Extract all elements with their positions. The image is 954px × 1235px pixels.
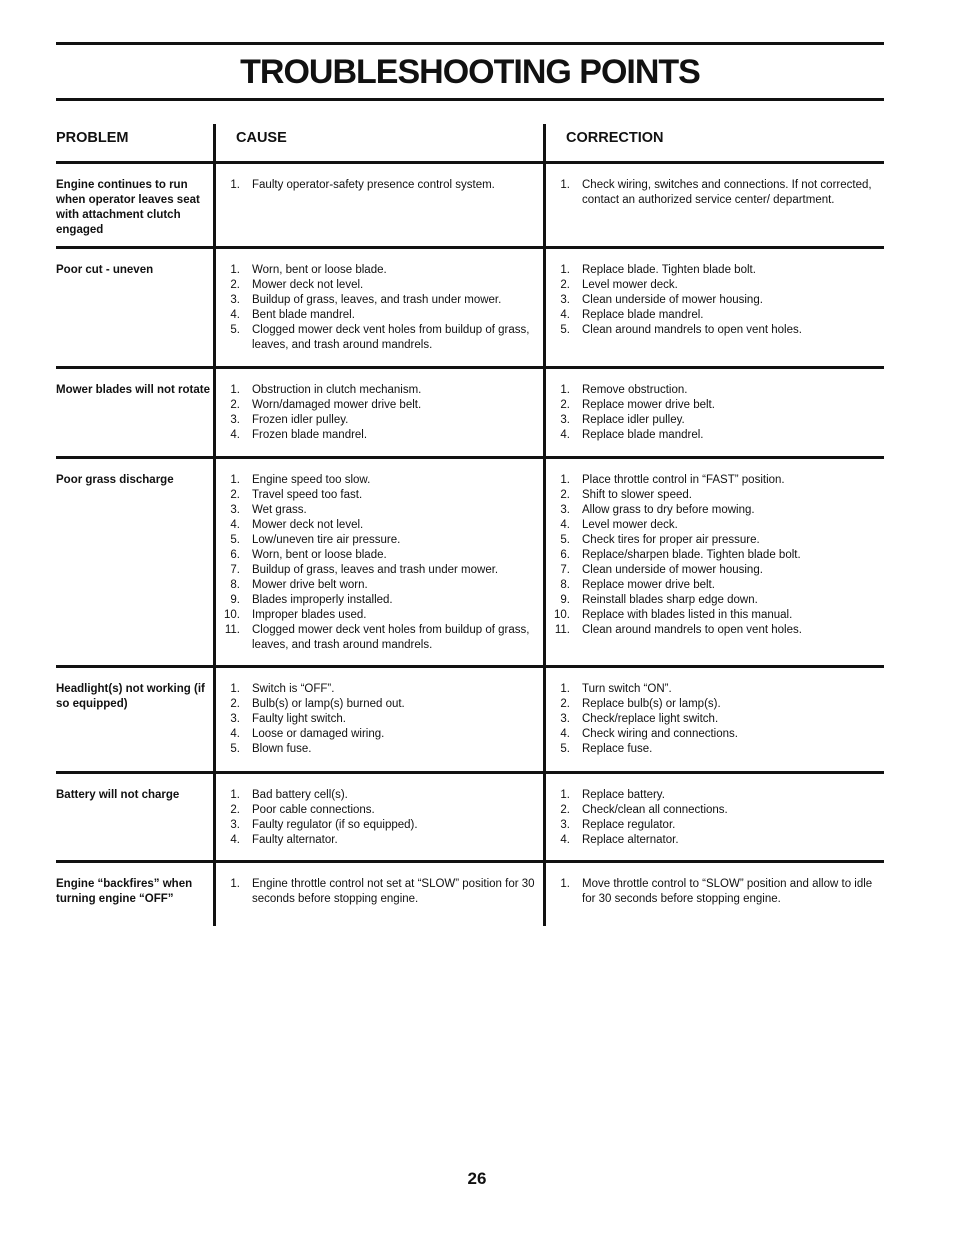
item-number: 4.: [560, 309, 570, 321]
item-text: Faulty regulator (if so equipped).: [252, 819, 418, 831]
correction-item: [550, 323, 880, 338]
item-text: Faulty operator-safety presence control system.: [252, 179, 495, 191]
problem-text: Poor grass discharge: [56, 474, 174, 486]
row-divider: [56, 161, 884, 164]
item-number: 8.: [230, 579, 240, 591]
cause-item: [220, 682, 536, 697]
header-cause: CAUSE: [236, 130, 287, 146]
item-number: 3.: [560, 414, 570, 426]
item-number: 2.: [230, 279, 240, 291]
row-divider: [56, 665, 884, 668]
column-divider-cause-correction: [543, 124, 546, 926]
cause-list: [220, 178, 536, 193]
item-text: Clean around mandrels to open vent holes.: [582, 324, 802, 336]
item-number: 5.: [560, 324, 570, 336]
item-number: 5.: [560, 534, 570, 546]
cause-item: [220, 877, 536, 907]
item-text: Replace blade mandrel.: [582, 429, 704, 441]
item-number: 3.: [230, 414, 240, 426]
header-problem: PROBLEM: [56, 130, 129, 146]
item-text: Replace mower drive belt.: [582, 399, 715, 411]
item-text: Blown fuse.: [252, 743, 312, 755]
item-number: 4.: [230, 519, 240, 531]
correction-item: [550, 803, 880, 818]
item-text: Poor cable connections.: [252, 804, 375, 816]
item-number: 4.: [230, 834, 240, 846]
cause-item: [220, 563, 536, 578]
correction-item: [550, 548, 880, 563]
item-number: 11.: [224, 624, 240, 636]
item-number: 2.: [560, 279, 570, 291]
item-number: 6.: [560, 549, 570, 561]
header-correction: CORRECTION: [566, 130, 664, 146]
item-number: 1.: [560, 878, 570, 890]
cause-list: [220, 788, 536, 848]
cause-item: [220, 578, 536, 593]
item-number: 7.: [560, 564, 570, 576]
correction-list: [550, 263, 880, 338]
title-rule-top: [56, 42, 884, 45]
correction-list: [550, 788, 880, 848]
item-text: Worn, bent or loose blade.: [252, 549, 387, 561]
item-number: 4.: [560, 429, 570, 441]
item-text: Mower deck not level.: [252, 279, 364, 291]
cause-item: [220, 293, 536, 308]
cause-item: [220, 623, 536, 653]
item-number: 1.: [230, 683, 240, 695]
item-text: Check tires for proper air pressure.: [582, 534, 760, 546]
item-number: 2.: [230, 698, 240, 710]
correction-item: [550, 833, 880, 848]
correction-list: [550, 383, 880, 443]
item-number: 5.: [560, 743, 570, 755]
item-text: Shift to slower speed.: [582, 489, 692, 501]
correction-item: [550, 877, 880, 907]
item-text: Blades improperly installed.: [252, 594, 393, 606]
correction-item: [550, 278, 880, 293]
item-text: Low/uneven tire air pressure.: [252, 534, 401, 546]
item-text: Mower drive belt worn.: [252, 579, 368, 591]
correction-item: [550, 712, 880, 727]
item-number: 5.: [230, 743, 240, 755]
item-text: Check/clean all connections.: [582, 804, 728, 816]
cause-list: [220, 383, 536, 443]
item-text: Loose or damaged wiring.: [252, 728, 385, 740]
correction-item: [550, 308, 880, 323]
item-number: 4.: [560, 834, 570, 846]
item-number: 11.: [554, 624, 570, 636]
correction-item: [550, 563, 880, 578]
correction-item: [550, 533, 880, 548]
item-number: 5.: [230, 324, 240, 336]
item-text: Turn switch “ON”.: [582, 683, 672, 695]
item-number: 3.: [230, 819, 240, 831]
item-text: Buildup of grass, leaves and trash under mower.: [252, 564, 499, 576]
item-number: 2.: [230, 399, 240, 411]
item-text: Replace bulb(s) or lamp(s).: [582, 698, 721, 710]
correction-list: [550, 682, 880, 757]
item-text: Travel speed too fast.: [252, 489, 363, 501]
correction-item: [550, 293, 880, 308]
item-text: Switch is “OFF”.: [252, 683, 335, 695]
item-number: 1.: [230, 878, 240, 890]
correction-item: [550, 178, 880, 208]
item-text: Replace mower drive belt.: [582, 579, 715, 591]
item-number: 2.: [230, 804, 240, 816]
item-text: Engine speed too slow.: [252, 474, 371, 486]
item-text: Clogged mower deck vent holes from buildup of grass, leaves, and trash around mandrels.: [252, 324, 530, 351]
item-text: Clean around mandrels to open vent holes.: [582, 624, 802, 636]
page-number: 26: [467, 1169, 487, 1188]
correction-item: [550, 488, 880, 503]
row-divider: [56, 246, 884, 249]
item-number: 8.: [560, 579, 570, 591]
cause-item: [220, 278, 536, 293]
item-text: Clogged mower deck vent holes from buildup of grass, leaves, and trash around mandrels.: [252, 624, 530, 651]
item-number: 1.: [560, 384, 570, 396]
correction-item: [550, 473, 880, 488]
cause-list: [220, 473, 536, 653]
item-number: 4.: [230, 728, 240, 740]
item-number: 1.: [560, 474, 570, 486]
item-number: 6.: [230, 549, 240, 561]
item-text: Check wiring, switches and connections. If not corrected, contact an authorized service center/ department.: [582, 179, 872, 206]
item-text: Level mower deck.: [582, 279, 678, 291]
title-rule-bottom: [56, 98, 884, 101]
item-text: Bent blade mandrel.: [252, 309, 355, 321]
item-text: Level mower deck.: [582, 519, 678, 531]
correction-list: [550, 877, 880, 907]
problem-text: Engine continues to run when operator leaves seat with attachment clutch engaged: [56, 179, 200, 236]
item-text: Wet grass.: [252, 504, 307, 516]
item-number: 3.: [560, 504, 570, 516]
correction-item: [550, 727, 880, 742]
troubleshooting-table: [56, 124, 884, 926]
item-text: Faulty light switch.: [252, 713, 346, 725]
correction-item: [550, 503, 880, 518]
correction-item: [550, 413, 880, 428]
item-number: 1.: [230, 384, 240, 396]
cause-item: [220, 473, 536, 488]
correction-item: [550, 398, 880, 413]
cause-item: [220, 712, 536, 727]
item-number: 2.: [560, 804, 570, 816]
item-number: 1.: [230, 474, 240, 486]
item-number: 3.: [230, 713, 240, 725]
cause-item: [220, 503, 536, 518]
item-number: 4.: [560, 728, 570, 740]
item-text: Clean underside of mower housing.: [582, 294, 763, 306]
item-number: 1.: [230, 179, 240, 191]
cause-item: [220, 263, 536, 278]
correction-item: [550, 788, 880, 803]
item-text: Buildup of grass, leaves, and trash under mower.: [252, 294, 502, 306]
correction-item: [550, 742, 880, 757]
item-text: Replace blade. Tighten blade bolt.: [582, 264, 756, 276]
item-text: Improper blades used.: [252, 609, 367, 621]
correction-item: [550, 578, 880, 593]
row-divider: [56, 366, 884, 369]
cause-item: [220, 697, 536, 712]
item-number: 7.: [230, 564, 240, 576]
item-number: 9.: [560, 594, 570, 606]
item-number: 4.: [230, 309, 240, 321]
correction-item: [550, 623, 880, 638]
item-number: 1.: [560, 683, 570, 695]
row-divider: [56, 771, 884, 774]
item-text: Frozen blade mandrel.: [252, 429, 368, 441]
correction-item: [550, 608, 880, 623]
item-number: 3.: [230, 294, 240, 306]
correction-item: [550, 518, 880, 533]
item-number: 3.: [560, 294, 570, 306]
item-text: Worn/damaged mower drive belt.: [252, 399, 422, 411]
item-text: Frozen idler pulley.: [252, 414, 349, 426]
item-text: Replace regulator.: [582, 819, 676, 831]
problem-text: Headlight(s) not working (if so equipped): [56, 683, 205, 710]
item-text: Replace battery.: [582, 789, 665, 801]
item-text: Replace idler pulley.: [582, 414, 685, 426]
cause-item: [220, 548, 536, 563]
item-number: 3.: [560, 819, 570, 831]
cause-item: [220, 398, 536, 413]
item-text: Engine throttle control not set at “SLOW” position for 30 seconds before stopping engine.: [252, 878, 535, 905]
correction-item: [550, 697, 880, 712]
page-title: TROUBLESHOOTING POINTS: [240, 53, 700, 91]
item-text: Allow grass to dry before mowing.: [582, 504, 755, 516]
cause-item: [220, 488, 536, 503]
cause-list: [220, 877, 536, 907]
item-number: 1.: [230, 789, 240, 801]
cause-list: [220, 682, 536, 757]
item-text: Worn, bent or loose blade.: [252, 264, 387, 276]
cause-item: [220, 742, 536, 757]
cause-item: [220, 788, 536, 803]
item-text: Mower deck not level.: [252, 519, 364, 531]
item-number: 1.: [230, 264, 240, 276]
item-text: Replace with blades listed in this manual.: [582, 609, 793, 621]
item-number: 4.: [230, 429, 240, 441]
item-number: 5.: [230, 534, 240, 546]
cause-item: [220, 818, 536, 833]
cause-item: [220, 803, 536, 818]
item-number: 1.: [560, 789, 570, 801]
item-text: Clean underside of mower housing.: [582, 564, 763, 576]
problem-text: Mower blades will not rotate: [56, 384, 210, 396]
correction-list: [550, 178, 880, 208]
cause-item: [220, 608, 536, 623]
item-text: Bulb(s) or lamp(s) burned out.: [252, 698, 405, 710]
correction-item: [550, 383, 880, 398]
item-number: 9.: [230, 594, 240, 606]
cause-item: [220, 383, 536, 398]
item-number: 2.: [560, 399, 570, 411]
item-text: Reinstall blades sharp edge down.: [582, 594, 758, 606]
correction-item: [550, 593, 880, 608]
correction-item: [550, 263, 880, 278]
cause-item: [220, 727, 536, 742]
item-text: Move throttle control to “SLOW” position and allow to idle for 30 seconds before stopping engine.: [582, 878, 873, 905]
item-text: Replace/sharpen blade. Tighten blade bolt.: [582, 549, 801, 561]
item-number: 1.: [560, 264, 570, 276]
cause-item: [220, 178, 536, 193]
item-text: Replace alternator.: [582, 834, 679, 846]
item-text: Obstruction in clutch mechanism.: [252, 384, 422, 396]
item-text: Faulty alternator.: [252, 834, 338, 846]
item-number: 2.: [560, 698, 570, 710]
item-number: 4.: [560, 519, 570, 531]
cause-item: [220, 533, 536, 548]
item-number: 10.: [224, 609, 240, 621]
cause-item: [220, 428, 536, 443]
cause-item: [220, 413, 536, 428]
row-divider: [56, 456, 884, 459]
item-number: 3.: [560, 713, 570, 725]
cause-list: [220, 263, 536, 353]
item-text: Check wiring and connections.: [582, 728, 738, 740]
correction-item: [550, 682, 880, 697]
item-text: Replace fuse.: [582, 743, 653, 755]
cause-item: [220, 518, 536, 533]
item-number: 2.: [230, 489, 240, 501]
item-text: Replace blade mandrel.: [582, 309, 704, 321]
item-number: 3.: [230, 504, 240, 516]
column-divider-problem-cause: [213, 124, 216, 926]
item-number: 2.: [560, 489, 570, 501]
item-text: Remove obstruction.: [582, 384, 688, 396]
cause-item: [220, 308, 536, 323]
problem-text: Poor cut - uneven: [56, 264, 154, 276]
correction-list: [550, 473, 880, 638]
item-text: Bad battery cell(s).: [252, 789, 348, 801]
cause-item: [220, 593, 536, 608]
correction-item: [550, 818, 880, 833]
correction-item: [550, 428, 880, 443]
item-number: 1.: [560, 179, 570, 191]
cause-item: [220, 323, 536, 353]
item-number: 10.: [554, 609, 570, 621]
problem-text: Battery will not charge: [56, 789, 180, 801]
item-text: Check/replace light switch.: [582, 713, 719, 725]
cause-item: [220, 833, 536, 848]
item-text: Place throttle control in “FAST” position.: [582, 474, 785, 486]
row-divider: [56, 860, 884, 863]
problem-text: Engine “backfires” when turning engine “OFF”: [56, 878, 193, 905]
